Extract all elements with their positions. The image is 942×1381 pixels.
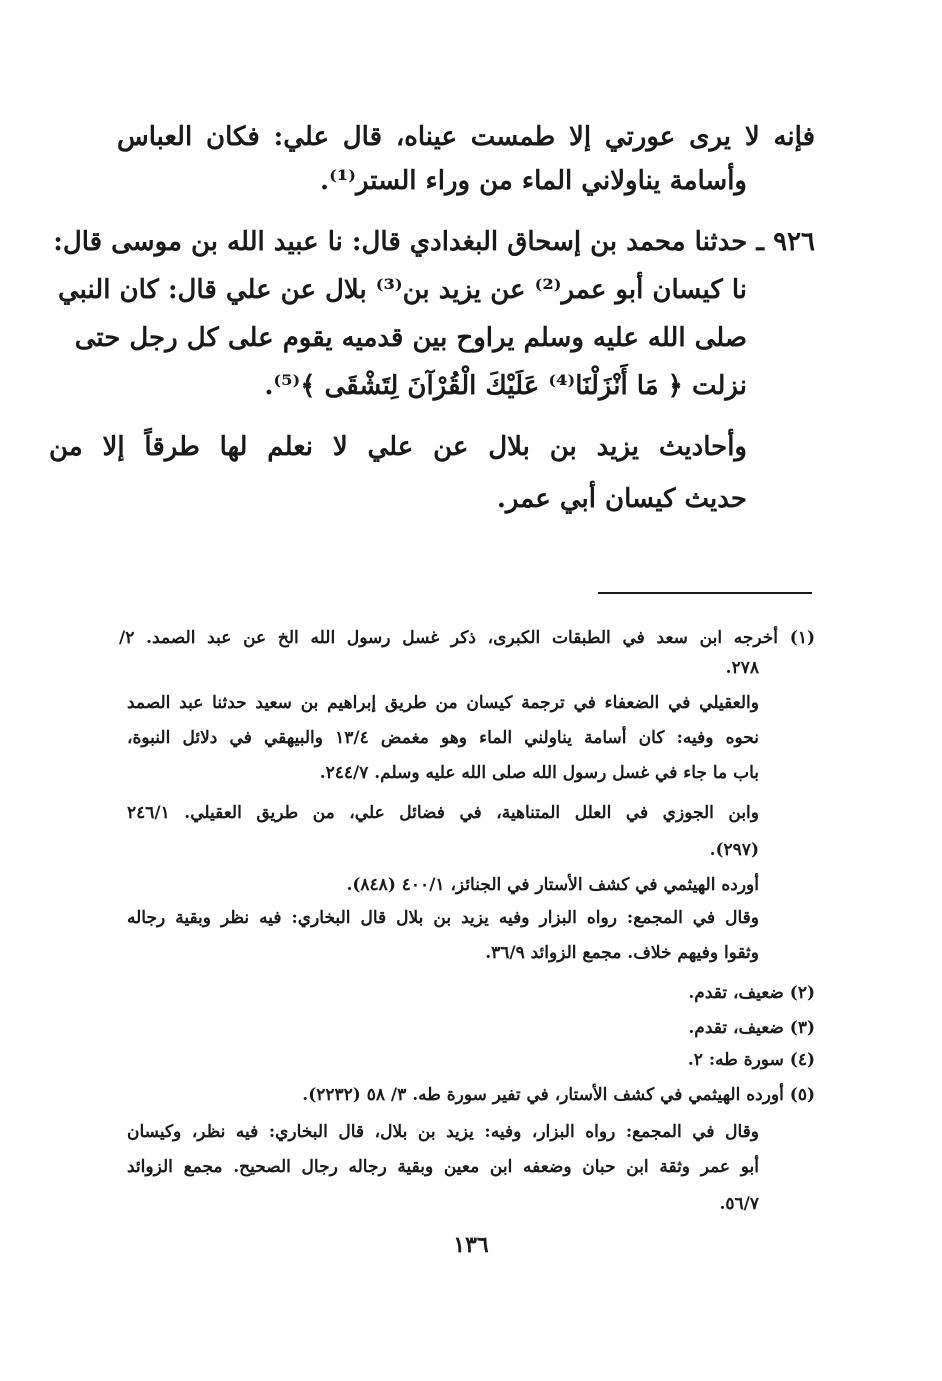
- footnote-2: (٢) ضعيف، تقدم.: [688, 983, 815, 1003]
- footnote-5-line-1: (٥) أورده الهيثمي في كشف الأستار، في تفير سورة طه. ٣/ ٥٨ (٢٢٣٢).: [302, 1085, 815, 1105]
- footnote-1-line-9: وقال في المجمع: رواه البزار وفيه يزيد بن بلال قال البخاري: فيه نظر وبقية رجاله: [127, 908, 759, 928]
- hadith-926-line-3: صلى الله عليه وسلم يراوح بين قدميه يقوم على كل رجل حتى: [74, 323, 747, 353]
- footnote-1-line-8: أورده الهيثمي في كشف الأستار في الجنائز، ٤٠٠/١ (٨٤٨).: [346, 875, 759, 895]
- footnote-5-line-4: ٥٦/٧.: [719, 1194, 759, 1214]
- footnote-1-line-10: وثقوا وفيهم خلاف. مجمع الزوائد ٣٦/٩.: [485, 943, 759, 963]
- hadith-926-line-2: نا كيسان أبو عمر⁽²⁾ عن يزيد بن⁽³⁾ بلال عن علي قال: كان النبي: [57, 275, 747, 305]
- footnote-1-line-1: (١) أخرجه ابن سعد في الطبقات الكبرى، ذكر غسل رسول الله الخ عن عبد الصمد. ٢/: [119, 628, 815, 648]
- footnote-separator: [598, 592, 812, 594]
- footnote-1-line-2: ٢٧٨.: [725, 658, 759, 678]
- commentary-line-2: حديث كيسان أبي عمر.: [496, 484, 747, 514]
- footnote-5-line-3: أبو عمر وثقة ابن حبان وضعفه ابن معين وبقية رجاله رجال الصحيح. مجمع الزوائد: [127, 1157, 759, 1177]
- footnote-3: (٣) ضعيف، تقدم.: [688, 1018, 815, 1038]
- main-text-line-1: فإنه لا يرى عورتي إلا طمست عيناه، قال علي: فكان العباس: [117, 122, 815, 152]
- footnote-1-line-3: والعقيلي في الضعفاء في ترجمة كيسان من طريق إبراهيم بن سعيد حدثنا عبد الصمد: [127, 693, 759, 713]
- footnote-1-line-7: (٢٩٧).: [709, 840, 759, 860]
- footnote-1-line-6: وابن الجوزي في العلل المتناهية، في فضائل علي، من طريق العقيلي. ٢٤٦/١: [127, 803, 759, 823]
- page-number: ١٣٦: [453, 1232, 489, 1258]
- main-text-line-2: وأسامة يناولاني الماء من وراء الستر⁽¹⁾.: [320, 166, 747, 196]
- commentary-line-1: وأحاديث يزيد بن بلال عن علي لا نعلم لها طرقاً إلا من: [49, 432, 747, 462]
- footnote-4: (٤) سورة طه: ٢.: [687, 1050, 815, 1070]
- hadith-926-line-4-quran-verse: نزلت ﴿ مَا أَنْزَلْنَا⁽⁴⁾ عَلَيْكَ الْقُرْآنَ لِتَشْقَى ﴾⁽⁵⁾.: [264, 371, 747, 401]
- footnote-1-line-5: باب ما جاء في غسل رسول الله صلى الله عليه وسلم. ٢٤٤/٧.: [319, 763, 759, 783]
- footnote-1-line-4: نحوه وفيه: كان أسامة يناولني الماء وهو مغمض ١٣/٤ والبيهقي في دلائل النبوة،: [127, 728, 759, 748]
- footnote-5-line-2: وقال في المجمع: رواه البزار، وفيه: يزيد بن بلال، قال البخاري: فيه نظر، وكيسان: [127, 1122, 759, 1142]
- hadith-926-line-1: ٩٢٦ ـ حدثنا محمد بن إسحاق البغدادي قال: نا عبيد الله بن موسى قال:: [53, 227, 815, 257]
